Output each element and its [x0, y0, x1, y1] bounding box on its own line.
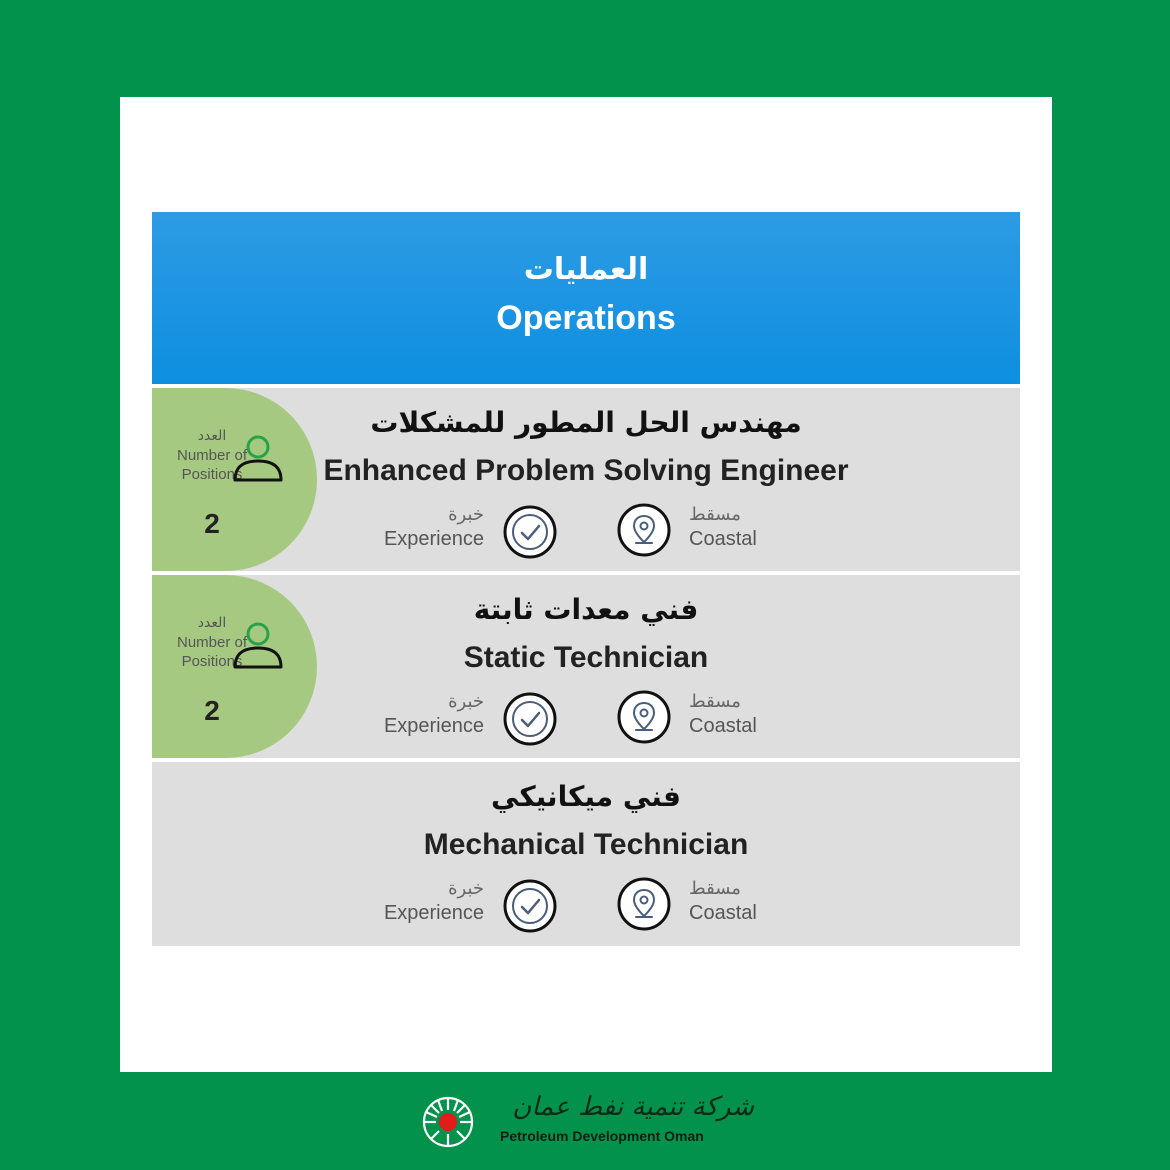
job-title-english: Enhanced Problem Solving Engineer — [323, 454, 849, 487]
section-title-english: Operations — [496, 299, 676, 337]
experience-label-arabic: خبرة — [448, 878, 484, 899]
experience-label: Experience — [383, 528, 484, 550]
location-label-arabic: مسقط — [689, 504, 741, 525]
company-name-english: Petroleum Development Oman — [500, 1128, 704, 1144]
experience-label: Experience — [383, 715, 484, 737]
experience-label-arabic: خبرة — [448, 504, 484, 525]
location-pin-icon — [616, 502, 672, 558]
job-title-english: Mechanical Technician — [423, 828, 749, 861]
positions-count: 2 — [204, 508, 220, 539]
positions-label: Number of Positions — [176, 447, 248, 483]
operations-table — [152, 212, 1020, 946]
positions-label-arabic: العدد — [197, 615, 227, 631]
location-label: Coastal — [689, 528, 757, 550]
job-title-arabic: فني ميكانيكي — [491, 780, 681, 813]
check-circle-icon — [502, 691, 558, 747]
experience-label: Experience — [383, 902, 484, 924]
pdo-logo-icon — [418, 1094, 484, 1150]
job-title-arabic: مهندس الحل المطور للمشكلات — [370, 406, 802, 439]
job-row-static-technician — [152, 571, 1020, 758]
job-row-mechanical-technician — [152, 758, 1020, 946]
location-label: Coastal — [689, 715, 757, 737]
job-row-problem-solving-engineer — [152, 384, 1020, 571]
check-circle-icon — [502, 878, 558, 934]
section-title-arabic: العمليات — [523, 252, 649, 287]
location-pin-icon — [616, 876, 672, 932]
company-name-arabic: شركة تنمية نفط عمان — [512, 1092, 754, 1122]
positions-label: Number of Positions — [176, 634, 248, 670]
location-label-arabic: مسقط — [689, 691, 741, 712]
check-circle-icon — [502, 504, 558, 560]
location-label: Coastal — [689, 902, 757, 924]
location-label-arabic: مسقط — [689, 878, 741, 899]
job-title-arabic: فني معدات ثابتة — [473, 593, 699, 626]
company-footer — [0, 1088, 1170, 1158]
section-header — [152, 212, 1020, 384]
location-pin-icon — [616, 689, 672, 745]
experience-label-arabic: خبرة — [448, 691, 484, 712]
positions-label-arabic: العدد — [197, 428, 227, 444]
positions-count: 2 — [204, 695, 220, 726]
job-listing-card — [120, 97, 1052, 1072]
job-title-english: Static Technician — [463, 641, 709, 674]
